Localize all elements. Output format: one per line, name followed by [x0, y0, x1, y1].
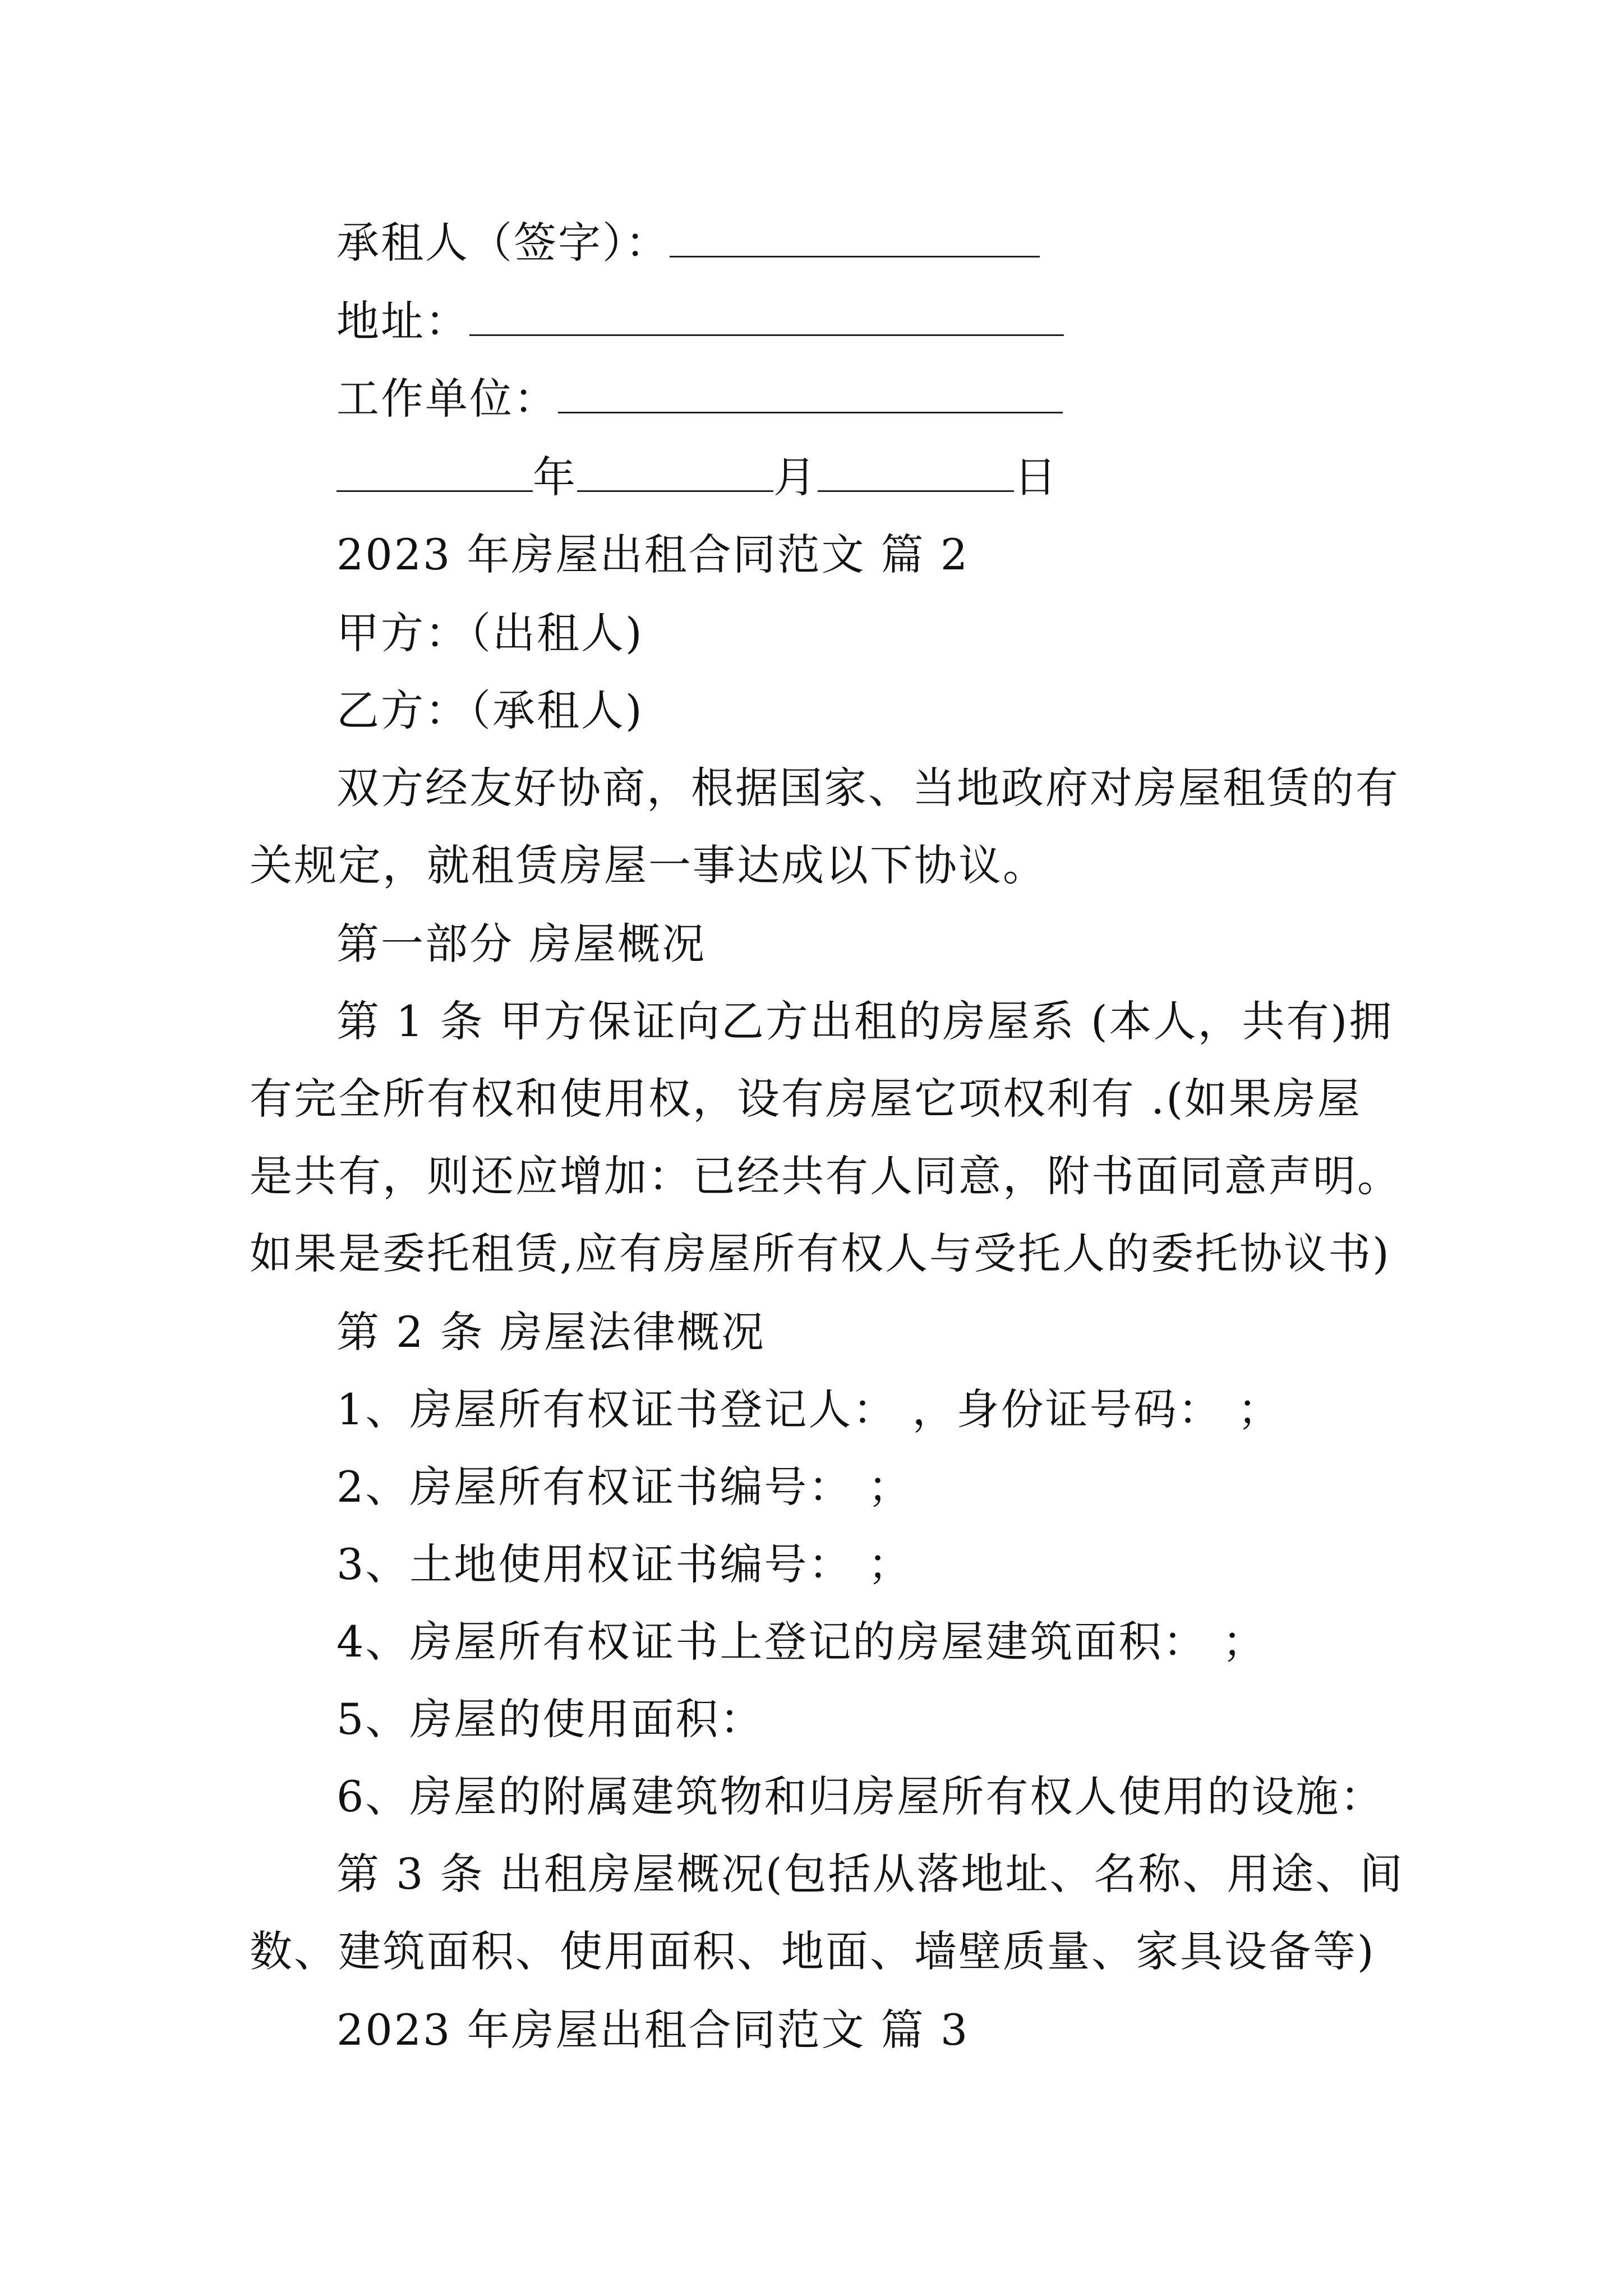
workplace-blank	[558, 380, 1063, 413]
article1-line-2: 有完全所有权和使用权，设有房屋它项权利有 .(如果房屋	[250, 1074, 1362, 1124]
date-line	[336, 452, 1377, 503]
intro-line-2: 关规定，就租赁房屋一事达成以下协议。	[250, 840, 1047, 890]
address-blank	[469, 303, 1064, 336]
tenant-signature-line	[336, 218, 1377, 268]
list-item-2: 2、房屋所有权证书编号： ；	[336, 1462, 912, 1512]
date-year-label: 年	[533, 452, 577, 502]
article3-line-2: 数、建筑面积、使用面积、地面、墙壁质量、家具设备等)	[250, 1926, 1376, 1976]
article1-line-3: 是共有，则还应增加：已经共有人同意，附书面同意声明。	[250, 1151, 1401, 1201]
tenant-signature-blank	[670, 224, 1040, 257]
date-day-label: 日	[1014, 452, 1058, 502]
list-item-4: 4、房屋所有权证书上登记的房屋建筑面积： ；	[336, 1617, 1267, 1667]
intro-line-1: 双方经友好协商，根据国家、当地政府对房屋租赁的有	[336, 763, 1400, 813]
tenant-signature-label: 承租人（签字）：	[336, 218, 670, 268]
party-a-line: 甲方：（出租人)	[336, 608, 644, 658]
article1-line-1: 第 1 条 甲方保证向乙方出租的房屋系 (本人，共有)拥	[336, 996, 1394, 1046]
list-item-1: 1、房屋所有权证书登记人： ，身份证号码： ；	[336, 1384, 1282, 1434]
workplace-label: 工作单位：	[336, 374, 558, 424]
year-blank	[336, 459, 533, 492]
article3-line-1: 第 3 条 出租房屋概况(包括从落地址、名称、用途、间	[336, 1849, 1404, 1899]
party-b-line: 乙方：（承租人)	[336, 685, 644, 735]
section2-heading: 2023 年房屋出租合同范文 篇 2	[336, 530, 970, 579]
list-item-5: 5、房屋的使用面积：	[336, 1694, 764, 1744]
part1-title: 第一部分 房屋概况	[336, 919, 707, 969]
article1-line-4: 如果是委托租赁,应有房屋所有权人与受托人的委托协议书)	[250, 1228, 1391, 1278]
month-blank	[577, 459, 773, 492]
article2-title: 第 2 条 房屋法律概况	[336, 1307, 766, 1357]
workplace-line	[336, 374, 1377, 424]
section3-heading: 2023 年房屋出租合同范文 篇 3	[336, 2005, 970, 2055]
list-item-3: 3、土地使用权证书编号： ；	[336, 1539, 912, 1589]
date-month-label: 月	[773, 452, 818, 502]
address-line	[336, 296, 1377, 347]
address-label: 地址：	[336, 296, 469, 346]
list-item-6: 6、房屋的附属建筑物和归房屋所有权人使用的设施：	[336, 1772, 1385, 1821]
day-blank	[818, 459, 1014, 492]
